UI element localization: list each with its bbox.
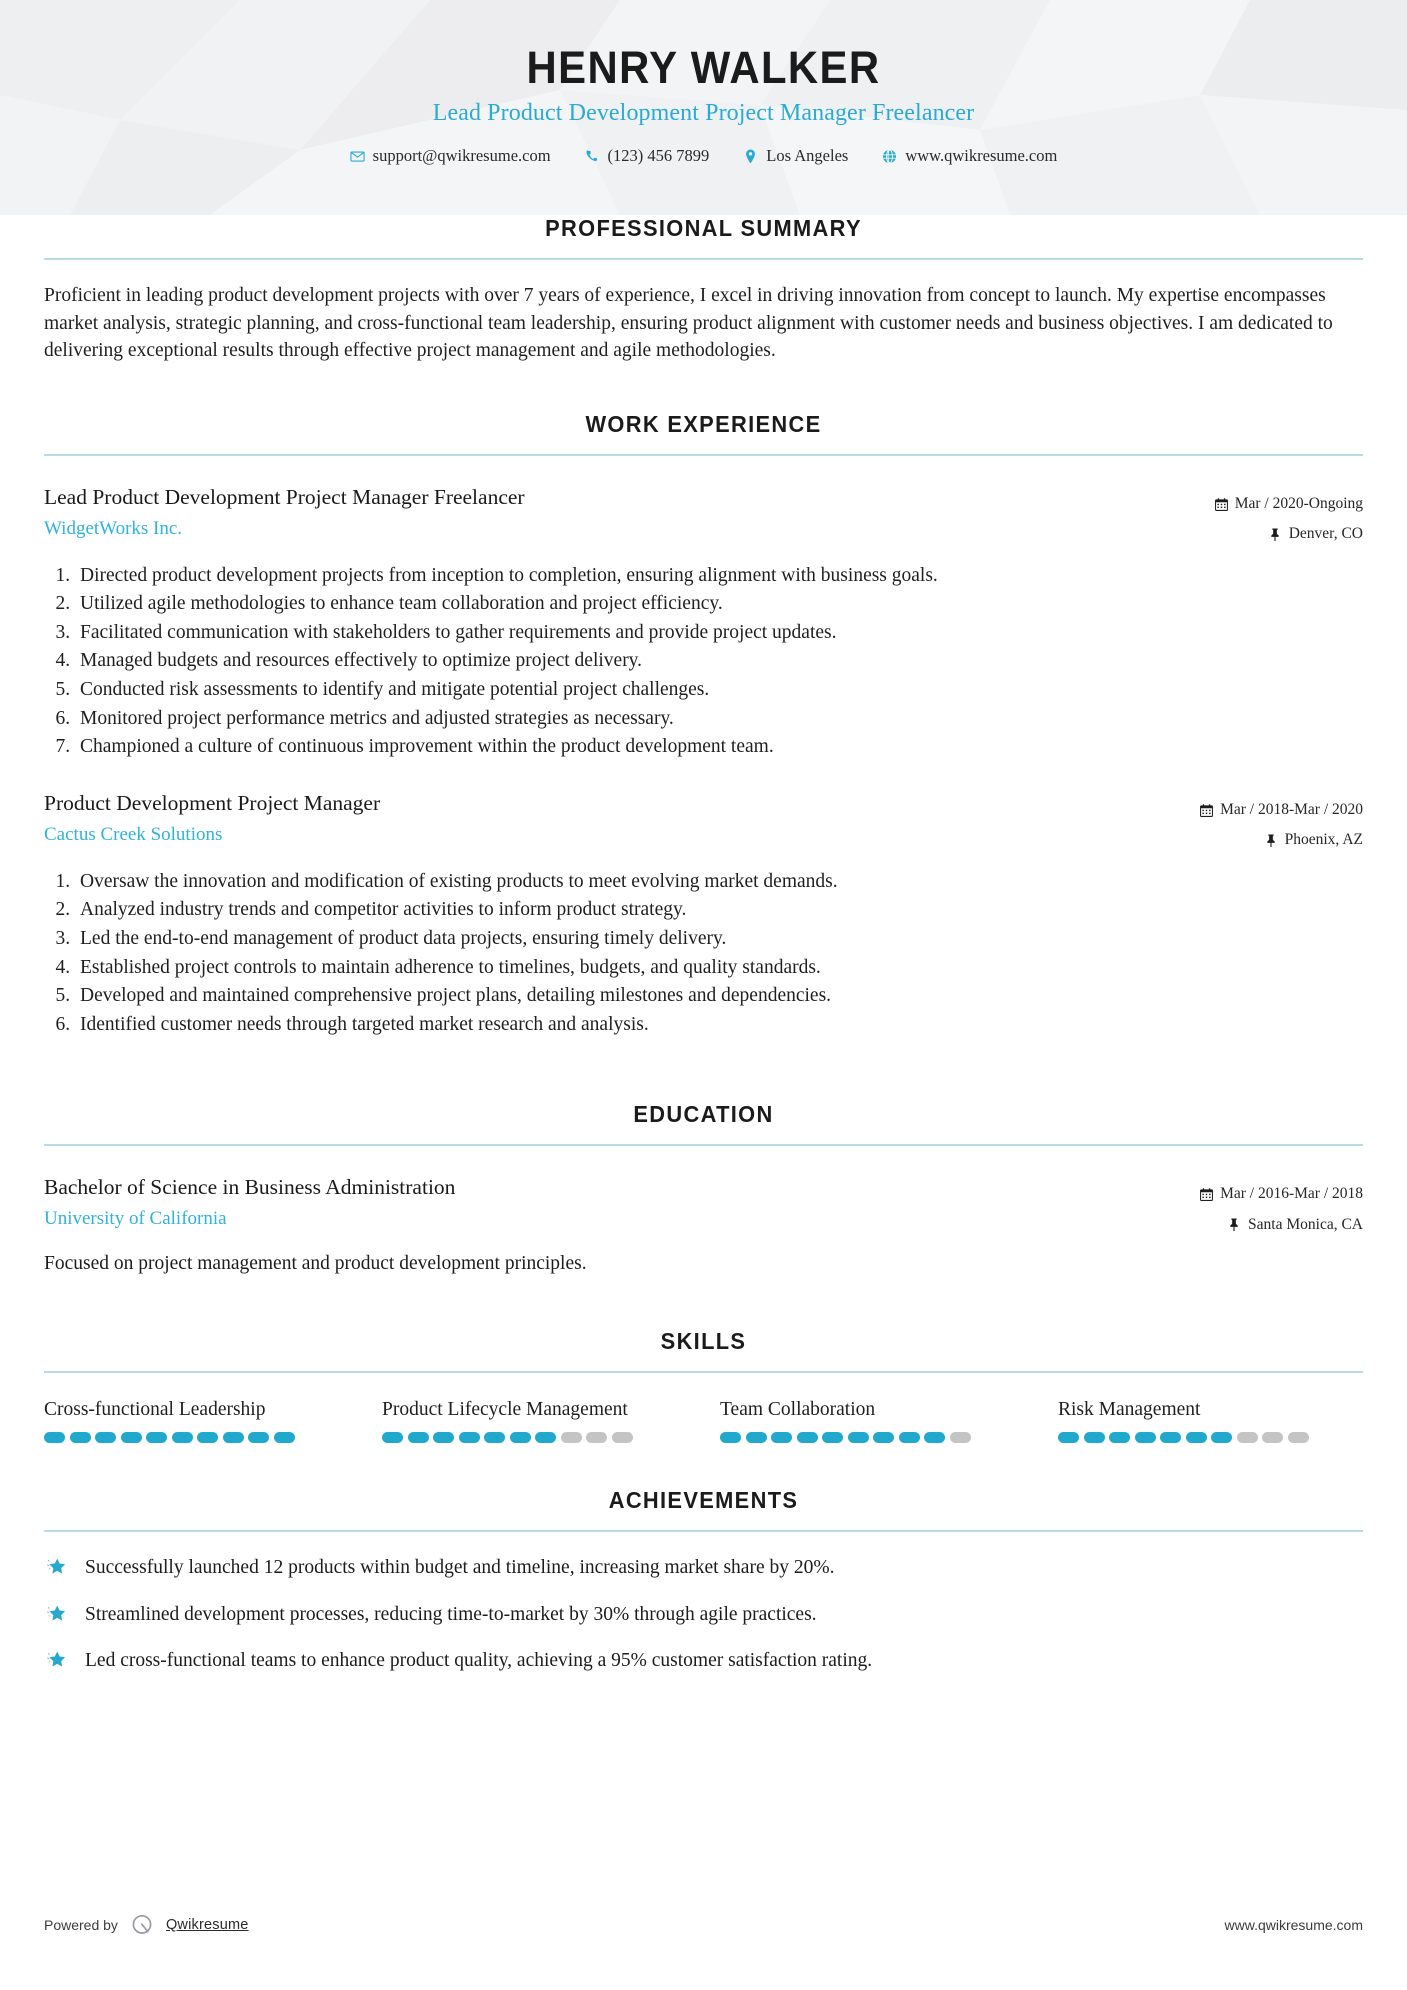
education-school: University of California [44, 1208, 227, 1230]
skill-segment [950, 1432, 971, 1443]
contact-website[interactable] [865, 146, 1074, 166]
job-location [1215, 519, 1363, 549]
job-bullet: 3. Led the end-to-end management of product data projects, ensuring timely delivery. [75, 925, 1363, 954]
skill-item [44, 1397, 349, 1444]
skill-segment [873, 1432, 894, 1443]
skill-label: Cross-functional Leadership [44, 1398, 266, 1420]
job-company: Cactus Creek Solutions [44, 823, 223, 845]
section-divider [44, 1371, 1363, 1373]
page-footer [44, 1912, 1363, 1938]
skill-segment [44, 1432, 65, 1443]
contact-phone-text: (123) 456 7899 [607, 146, 710, 166]
skill-rating-bar [1058, 1432, 1363, 1443]
pushpin-icon [1269, 528, 1282, 541]
skill-label: Risk Management [1058, 1398, 1201, 1420]
envelope-icon [350, 149, 365, 164]
skill-segment [822, 1432, 843, 1443]
skill-segment [848, 1432, 869, 1443]
skill-segment [70, 1432, 91, 1443]
contact-email-text: support@qwikresume.com [372, 146, 551, 166]
calendar-icon [1215, 498, 1228, 511]
calendar-icon [1200, 804, 1213, 817]
education-location-text: Santa Monica, CA [1248, 1215, 1363, 1233]
work-entry [44, 790, 1363, 1039]
skill-segment [771, 1432, 792, 1443]
skill-segment [1084, 1432, 1105, 1443]
section-title-work: WORK EXPERIENCE [585, 411, 822, 438]
powered-by-block [44, 1912, 249, 1938]
skill-segment [510, 1432, 531, 1443]
star-icon [44, 1555, 68, 1579]
skill-rating-bar [382, 1432, 687, 1443]
job-dates [1215, 489, 1363, 519]
education-location [1200, 1210, 1363, 1240]
skill-segment [95, 1432, 116, 1443]
phone-icon [585, 149, 600, 164]
skill-label: Product Lifecycle Management [382, 1398, 628, 1420]
skill-segment [1186, 1432, 1207, 1443]
skill-segment [720, 1432, 741, 1443]
achievement-list [44, 1554, 1363, 1674]
section-title-achievements: ACHIEVEMENTS [608, 1487, 799, 1514]
powered-by-label: Powered by [44, 1917, 118, 1933]
section-education [44, 1101, 1363, 1277]
skill-segment [1288, 1432, 1309, 1443]
job-dates [1200, 795, 1363, 825]
skill-segment [248, 1432, 269, 1443]
qwikresume-logo-icon [129, 1912, 155, 1938]
job-company: WidgetWorks Inc. [44, 517, 183, 539]
section-title-summary: PROFESSIONAL SUMMARY [545, 215, 862, 241]
skill-segment [561, 1432, 582, 1443]
skill-segment [433, 1432, 454, 1443]
job-bullet: 4. Managed budgets and resources effectively to optimize project delivery. [75, 647, 1363, 676]
job-bullet: 7. Championed a culture of continuous improvement within the product development team. [75, 733, 1363, 762]
skill-segment [1058, 1432, 1079, 1443]
education-dates [1200, 1179, 1363, 1209]
skill-segment [484, 1432, 505, 1443]
job-bullet: 2. Analyzed industry trends and competitor activities to inform product strategy. [75, 896, 1363, 925]
job-bullet: 5. Conducted risk assessments to identify and mitigate potential project challenges. [75, 676, 1363, 705]
skill-segment [172, 1432, 193, 1443]
skills-grid [44, 1397, 1363, 1444]
section-skills [44, 1328, 1363, 1444]
achievement-item [44, 1601, 1363, 1628]
job-bullet: 6. Identified customer needs through targeted market research and analysis. [75, 1011, 1363, 1040]
skill-segment [274, 1432, 295, 1443]
education-entry [44, 1174, 1363, 1277]
skill-segment [1135, 1432, 1156, 1443]
skill-segment [223, 1432, 244, 1443]
map-pin-icon [743, 149, 758, 164]
job-bullet: 3. Facilitated communication with stakeholders to gather requirements and provide project updates. [75, 619, 1363, 648]
candidate-name: HENRY WALKER [526, 42, 881, 93]
job-location-text: Phoenix, AZ [1284, 831, 1363, 849]
work-entry [44, 484, 1363, 762]
section-achievements [44, 1487, 1363, 1674]
skill-segment [535, 1432, 556, 1443]
skill-segment [924, 1432, 945, 1443]
skill-segment [1237, 1432, 1258, 1443]
section-divider [44, 454, 1363, 456]
skill-item [720, 1397, 1025, 1444]
education-description: Focused on project management and product development principles. [44, 1252, 587, 1274]
section-professional-summary [44, 215, 1363, 365]
calendar-icon [1200, 1188, 1213, 1201]
job-role: Lead Product Development Project Manager Freelancer [44, 485, 525, 510]
achievement-item [44, 1554, 1363, 1581]
contact-row [0, 146, 1407, 166]
section-divider [44, 1144, 1363, 1146]
skill-segment [197, 1432, 218, 1443]
skill-rating-bar [720, 1432, 1025, 1443]
education-dates-text: Mar / 2016-Mar / 2018 [1220, 1185, 1363, 1203]
job-bullet: 1. Directed product development projects from inception to completion, ensuring alignment with business goals. [75, 562, 1363, 591]
job-dates-text: Mar / 2020-Ongoing [1234, 495, 1363, 513]
skill-label: Team Collaboration [720, 1398, 876, 1420]
summary-text: Proficient in leading product development projects with over 7 years of experience, I excel in driving innovation from concept to launch. My expertise encompasses market analysis, strategic planning, and cross-functional team leadership, ensuring product alignment with customer needs and business objectives. I am dedicated to delivering exceptional results through effective project management and agile methodologies. [44, 285, 1333, 362]
skill-segment [586, 1432, 607, 1443]
contact-location-text: Los Angeles [766, 146, 849, 166]
skill-segment [382, 1432, 403, 1443]
section-title-education: EDUCATION [633, 1101, 774, 1128]
achievement-text: Streamlined development processes, reducing time-to-market by 30% through agile practices. [85, 1603, 817, 1625]
section-divider [44, 1530, 1363, 1532]
job-bullet: 4. Established project controls to maintain adherence to timelines, budgets, and quality standards. [75, 954, 1363, 983]
job-bullet-list [44, 562, 1363, 763]
job-bullet: 6. Monitored project performance metrics and adjusted strategies as necessary. [75, 705, 1363, 734]
skill-segment [797, 1432, 818, 1443]
job-bullet: 2. Utilized agile methodologies to enhance team collaboration and project efficiency. [75, 590, 1363, 619]
qwikresume-brand-link[interactable]: Qwikresume [165, 1917, 249, 1933]
skill-segment [1109, 1432, 1130, 1443]
resume-header [0, 0, 1407, 215]
skill-segment [899, 1432, 920, 1443]
pushpin-icon [1228, 1218, 1241, 1231]
job-dates-text: Mar / 2018-Mar / 2020 [1220, 801, 1363, 819]
skill-item [1058, 1397, 1363, 1444]
skill-segment [121, 1432, 142, 1443]
skill-segment [146, 1432, 167, 1443]
job-location-text: Denver, CO [1288, 525, 1363, 543]
skill-rating-bar [44, 1432, 349, 1443]
footer-website[interactable]: www.qwikresume.com [1224, 1917, 1363, 1933]
job-bullet-list [44, 868, 1363, 1040]
contact-location [726, 146, 865, 166]
candidate-job-title: Lead Product Development Project Manager Freelancer [432, 100, 975, 127]
section-divider [44, 258, 1363, 260]
contact-email[interactable] [333, 146, 568, 166]
job-location [1200, 825, 1363, 855]
skill-segment [459, 1432, 480, 1443]
skill-segment [1160, 1432, 1181, 1443]
skill-segment [1211, 1432, 1232, 1443]
education-degree: Bachelor of Science in Business Administration [44, 1175, 456, 1200]
job-bullet: 5. Developed and maintained comprehensive project plans, detailing milestones and dependencies. [75, 982, 1363, 1011]
job-bullet: 1. Oversaw the innovation and modification of existing products to meet evolving market demands. [75, 868, 1363, 897]
skill-segment [746, 1432, 767, 1443]
star-icon [44, 1602, 68, 1626]
section-work-experience [44, 411, 1363, 1039]
achievement-text: Successfully launched 12 products within budget and timeline, increasing market share by 20%. [85, 1557, 835, 1579]
skill-item [382, 1397, 687, 1444]
contact-phone[interactable] [568, 146, 727, 166]
star-icon [44, 1648, 68, 1672]
section-title-skills: SKILLS [660, 1327, 747, 1354]
contact-website-text: www.qwikresume.com [905, 146, 1058, 166]
achievement-item [44, 1647, 1363, 1674]
skill-segment [408, 1432, 429, 1443]
globe-icon [882, 149, 897, 164]
achievement-text: Led cross-functional teams to enhance product quality, achieving a 95% customer satisfaction rating. [85, 1649, 873, 1671]
pushpin-icon [1265, 834, 1278, 847]
job-role: Product Development Project Manager [44, 791, 381, 816]
skill-segment [612, 1432, 633, 1443]
skill-segment [1262, 1432, 1283, 1443]
